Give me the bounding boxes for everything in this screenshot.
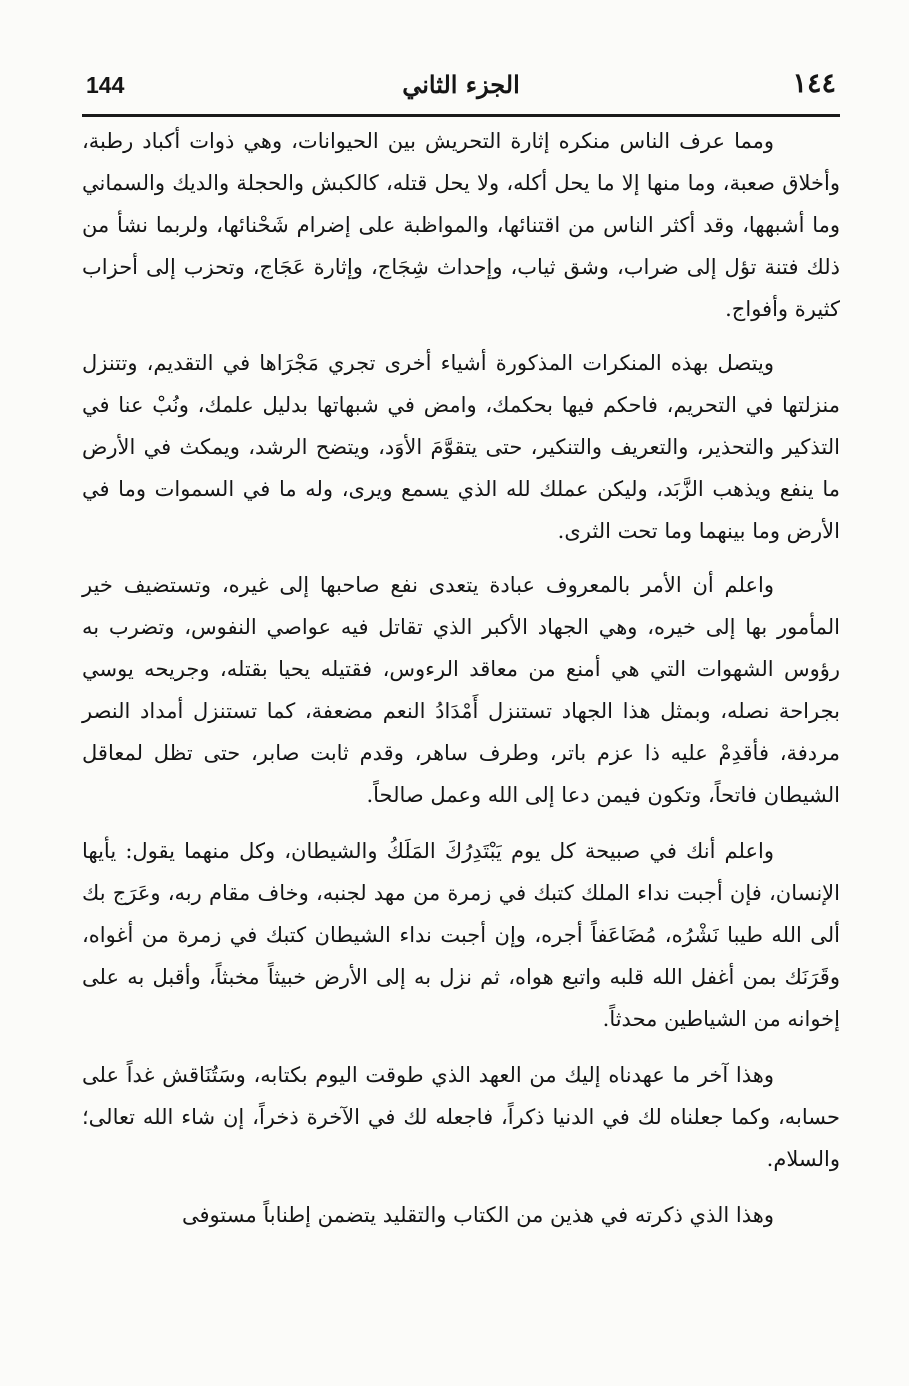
page-body [82,120,840,1236]
paragraph-6: وهذا الذي ذكرته في هذين من الكتاب والتقليد يتضمن إطناباً مستوفى [182,1203,774,1227]
paragraph-5: وهذا آخر ما عهدناه إليك من العهد الذي طوقت اليوم بكتابه، وسَتُنَاقش غداً على حسابه، وكما جعلناه لك في الدنيا ذكراً، فاجعله لك في الآخرة ذخراً، إن شاء الله تعالى؛ والسلام. [82,1063,840,1171]
paragraph-1: ومما عرف الناس منكره إثارة التحريش بين الحيوانات، وهي ذوات أكباد رطبة، وأخلاق صعبة، وما منها إلا ما يحل أكله، ولا يحل قتله، كالكبش والحجلة والديك والسماني وما أشبهها، وقد أكثر الناس من اقتنائها، والمواظبة على إضرام شَحْنائها، ولربما نشأ من ذلك فتنة تؤل إلى ضراب، وشق ثياب، وإحداث شِجَاج، وإثارة عَجَاج، وتحزب إلى أحزاب كثيرة وأفواج. [82,129,840,321]
running-title: الجزء الثاني [402,70,520,99]
page-header [82,62,840,117]
paragraph-3: واعلم أن الأمر بالمعروف عبادة يتعدى نفع صاحبها إلى غيره، وتستضيف خير المأمور بها إلى خيره، وهي الجهاد الأكبر الذي تقاتل فيه عواصي النفوس، وتضرب به رؤوس الشهوات التي هي أمنع من معاقد الرءوس، فقتيله يحيا بقتله، وجريحه يوسي بجراحة نصله، وبمثل هذا الجهاد تستنزل أَمْدَادُ النعم مضعفة، كما تستنزل أمداد النصر مردفة، فأقدِمْ عليه ذا عزم باتر، وطرف ساهر، وقدم ثابت صابر، حتى تظل لمعاقل الشيطان فاتحاً، وتكون فيمن دعا إلى الله وعمل صالحاً. [82,573,840,807]
paragraph-2: ويتصل بهذه المنكرات المذكورة أشياء أخرى تجري مَجْرَاها في التقديم، وتتنزل منزلتها في التحريم، فاحكم فيها بحكمك، وامض في شبهاتها بدليل علمك، ونُبْ عنا في التذكير والتحذير، والتعريف والتنكير، حتى يتقوَّمَ الأوَد، ويتضح الرشد، ويمكث في الأرض ما ينفع ويذهب الزَّبَد، وليكن عملك لله الذي يسمع ويرى، وله ما في السموات وما في الأرض وما بينهما وما تحت الثرى. [82,351,840,543]
page-number-latin: 144 [86,72,125,98]
paragraph-4: واعلم أنك في صبيحة كل يوم يَبْتَدِرُكَ المَلَكُ والشيطان، وكل منهما يقول: يأيها الإنسان، فإن أجبت نداء الملك كتبك في زمرة من مهد لجنبه، وخاف مقام ربه، وعَرَج بك ألى الله طيبا نَشْرُه، مُضَاعَفاً أجره، وإن أجبت نداء الشيطان كتبك في زمرة من أغواه، وقَرَنَك بمن أغفل الله قلبه واتبع هواه، ثم نزل به إلى الأرض خبيثاً مخبثاً، وأقبل به على إخوانه من الشياطين محدثاً. [82,839,840,1031]
page-number-arabic: ١٤٤ [792,68,836,99]
